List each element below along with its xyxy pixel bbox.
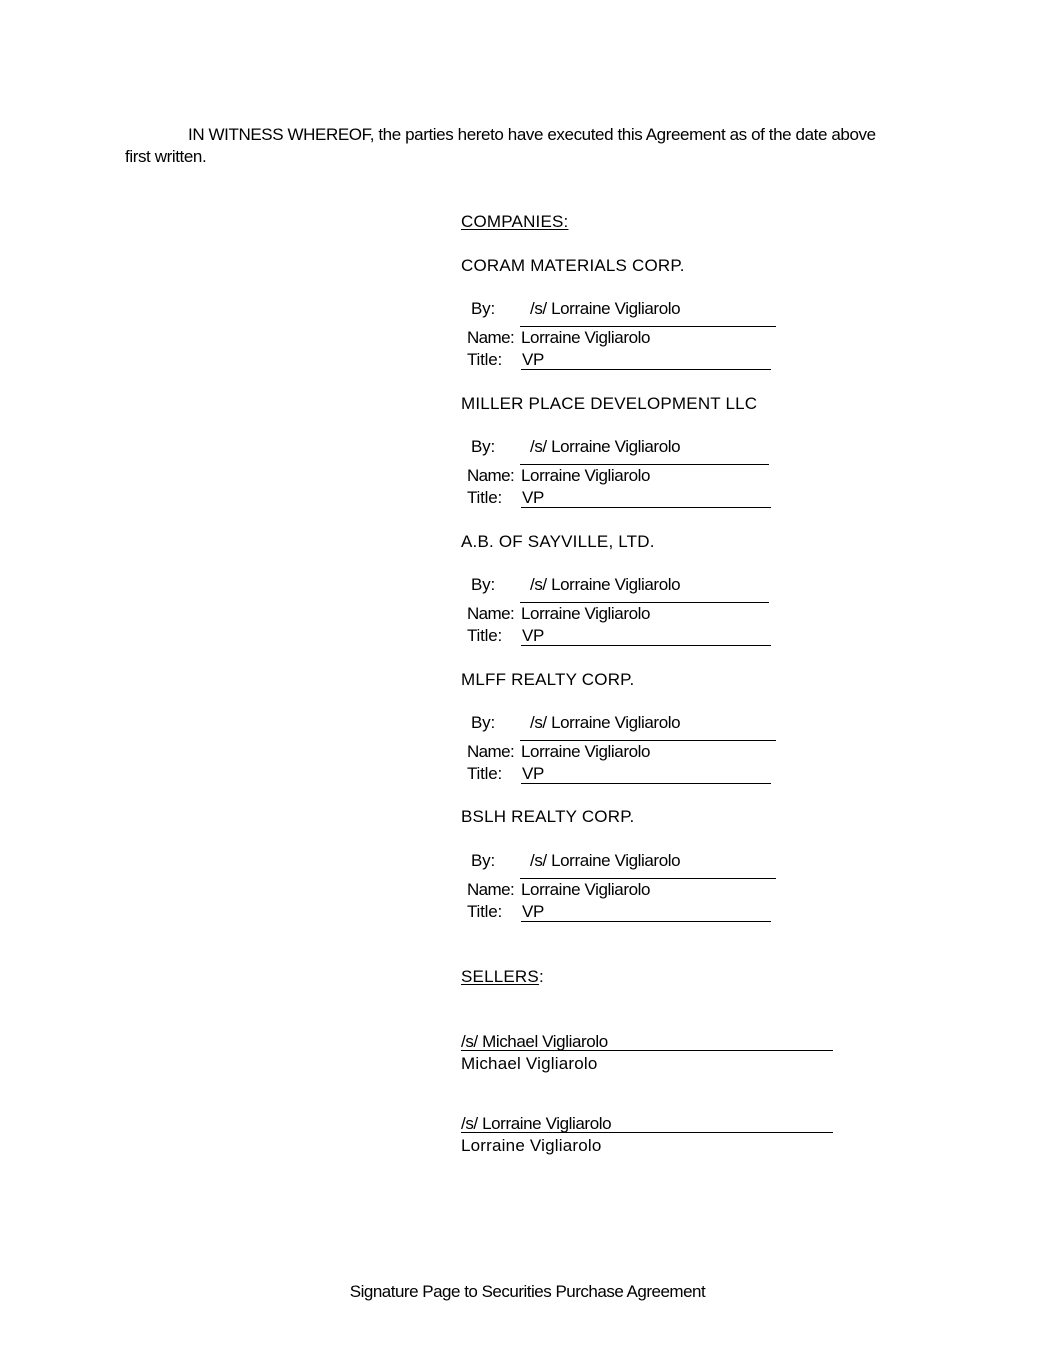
signer-title: VP xyxy=(522,902,544,921)
signer-name: Lorraine Vigliarolo xyxy=(521,328,651,347)
name-label: Name: xyxy=(467,328,515,347)
title-line xyxy=(521,369,771,370)
by-label: By: xyxy=(471,299,495,318)
by-signature: /s/ Lorraine Vigliarolo xyxy=(530,299,681,318)
company-name: CORAM MATERIALS CORP. xyxy=(461,256,685,275)
signer-name: Lorraine Vigliarolo xyxy=(521,604,651,623)
seller-signature-line xyxy=(461,1132,833,1133)
by-signature: /s/ Lorraine Vigliarolo xyxy=(530,851,681,870)
signer-name: Lorraine Vigliarolo xyxy=(521,880,651,899)
title-line xyxy=(521,507,771,508)
by-label: By: xyxy=(471,575,495,594)
company-name: MLFF REALTY CORP. xyxy=(461,670,635,689)
title-label: Title: xyxy=(467,350,503,369)
signer-title: VP xyxy=(522,764,544,783)
title-label: Title: xyxy=(467,902,503,921)
seller-signature: /s/ Lorraine Vigliarolo xyxy=(461,1114,612,1133)
by-signature: /s/ Lorraine Vigliarolo xyxy=(530,713,681,732)
name-label: Name: xyxy=(467,880,515,899)
name-label: Name: xyxy=(467,742,515,761)
title-label: Title: xyxy=(467,626,503,645)
title-line xyxy=(521,921,771,922)
sellers-heading xyxy=(461,966,544,988)
intro-line-1: IN WITNESS WHEREOF, the parties hereto have executed this Agreement as of the date above xyxy=(188,125,876,144)
name-label: Name: xyxy=(467,604,515,623)
by-signature: /s/ Lorraine Vigliarolo xyxy=(530,437,681,456)
by-label: By: xyxy=(471,713,495,732)
signer-title: VP xyxy=(522,488,544,507)
company-name: MILLER PLACE DEVELOPMENT LLC xyxy=(461,394,758,413)
signer-title: VP xyxy=(522,350,544,369)
sellers-heading-text: SELLERS xyxy=(461,967,539,986)
name-label: Name: xyxy=(467,466,515,485)
seller-name: Lorraine Vigliarolo xyxy=(461,1136,602,1155)
title-label: Title: xyxy=(467,764,503,783)
page-footer: Signature Page to Securities Purchase Agreement xyxy=(349,1282,706,1301)
signer-name: Lorraine Vigliarolo xyxy=(521,466,651,485)
title-label: Title: xyxy=(467,488,503,507)
by-label: By: xyxy=(471,437,495,456)
signer-title: VP xyxy=(522,626,544,645)
companies-heading: COMPANIES: xyxy=(461,212,569,231)
title-line xyxy=(521,645,771,646)
seller-signature: /s/ Michael Vigliarolo xyxy=(461,1032,608,1051)
signer-name: Lorraine Vigliarolo xyxy=(521,742,651,761)
seller-signature-line xyxy=(461,1050,833,1051)
by-signature: /s/ Lorraine Vigliarolo xyxy=(530,575,681,594)
intro-line-2: first written. xyxy=(125,147,207,166)
company-name: BSLH REALTY CORP. xyxy=(461,807,635,826)
title-line xyxy=(521,783,771,784)
company-name: A.B. OF SAYVILLE, LTD. xyxy=(461,532,655,551)
sellers-heading-colon: : xyxy=(538,967,544,986)
by-label: By: xyxy=(471,851,495,870)
seller-name: Michael Vigliarolo xyxy=(461,1054,598,1073)
